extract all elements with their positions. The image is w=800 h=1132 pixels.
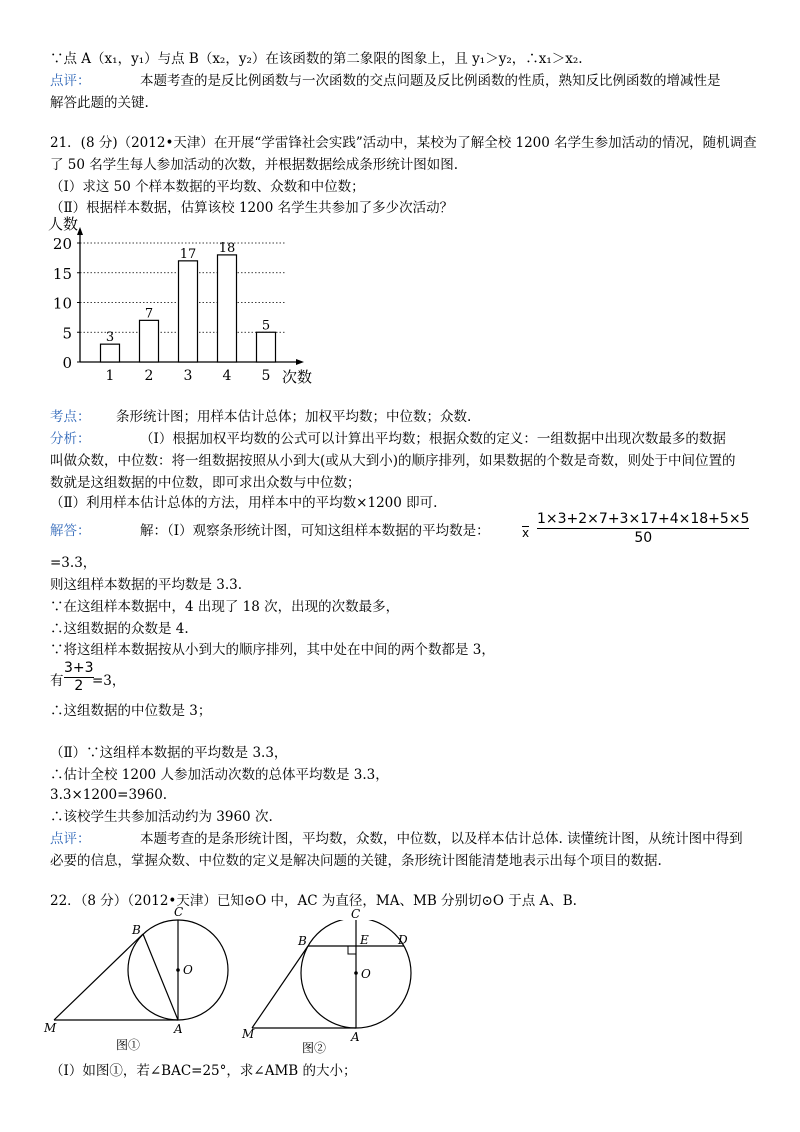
sol-line-4: ∴这组数据的众数是 4. <box>50 621 189 637</box>
fenxi-cont-3: （Ⅱ）利用样本估计总体的方法，用样本中的平均数×1200 即可. <box>50 495 438 511</box>
data-label: 5 <box>261 318 271 334</box>
sol-line-6-prefix: 有 <box>50 673 64 689</box>
x-tick-label: 4 <box>222 368 232 384</box>
pingping-cont: 必要的信息，掌握众数、中位数的定义是解决问题的关键，条形统计图能清楚地表示出每个项目的数据. <box>50 853 662 869</box>
fig2-top-label <box>350 905 366 921</box>
sol-line-8: （Ⅱ）∵这组样本数据的平均数是 3.3， <box>50 745 288 761</box>
y-tick-label: 20 <box>52 235 72 253</box>
fig1-chord-ab <box>143 934 178 1020</box>
prev-comment: 点评： 本题考查的是反比例函数与一次函数的交点问题及反比例函数的性质，熟知反比例函数的增减性是 <box>50 73 721 89</box>
sol-line-9: ∴估计全校 1200 人参加活动次数的总体平均数是 3.3， <box>50 767 389 783</box>
fig2-label-m: M <box>242 1027 255 1041</box>
comment-label: 点评： <box>50 73 91 89</box>
fig1-tangent-mb <box>54 934 143 1020</box>
fig1-center-dot <box>176 968 180 972</box>
kaodian-row: 考点： 条形统计图；用样本估计总体；加权平均数；中位数；众数. <box>50 409 472 425</box>
sol-line-2: 则这组样本数据的平均数是 3.3. <box>50 577 243 593</box>
prev-conclusion: ∵点 A（x₁，y₁）与点 B（x₂，y₂）在该函数的第二象限的图象上，且 y₁＞y₂，∴x₁＞x₂. <box>50 51 583 67</box>
fig1-label-m: M <box>44 1021 57 1035</box>
fig2-label-a: A <box>351 1030 360 1044</box>
sol-line-5: ∵将这组样本数据按从小到大的顺序排列，其中处在中间的两个数都是 3， <box>50 642 495 658</box>
q21-part1: （Ⅰ）求这 50 个样本数据的平均数、众数和中位数； <box>50 179 365 195</box>
data-label: 7 <box>144 306 154 322</box>
sol-line-10: 3.3×1200=3960. <box>50 787 168 803</box>
x-tick-label: 2 <box>144 368 154 384</box>
fenxi-label: 分析： <box>50 431 91 447</box>
median-fraction <box>64 660 94 695</box>
q21-part2: （Ⅱ）根据样本数据，估算该校 1200 名学生共参加了多少次活动？ <box>50 200 454 216</box>
figure-1 <box>40 905 240 1055</box>
fig1-label-a: A <box>174 1022 183 1036</box>
mean-denominator: 50 <box>537 528 749 547</box>
q22-stem: 22．（8 分）（2012•天津）已知⊙O 中，AC 为直径，MA、MB 分别切⊙O 于点 A、B. <box>50 893 577 909</box>
fig2-label-b: B <box>298 934 307 948</box>
sol-line-11: ∴该校学生共参加活动约为 3960 次. <box>50 809 273 825</box>
sol-line-3: ∵在这组样本数据中，4 出现了 18 次，出现的次数最多， <box>50 599 400 615</box>
x-axis-arrow <box>296 359 304 365</box>
mean-xbar: x <box>522 526 530 540</box>
y-tick-label: 0 <box>62 354 72 372</box>
median-numerator: 3+3 <box>64 660 94 676</box>
data-label: 17 <box>179 246 197 262</box>
y-tick-label: 5 <box>62 324 72 343</box>
fig2-label-c: C <box>351 907 361 921</box>
bar <box>101 344 120 362</box>
sol-line-7: ∴这组数据的中位数是 3； <box>50 703 212 719</box>
sol-line-6-suffix: =3， <box>92 673 126 689</box>
bar <box>179 261 198 362</box>
median-denominator: 2 <box>64 677 94 695</box>
fig2-label-o: O <box>361 967 371 981</box>
bar <box>140 320 159 362</box>
x-tick-label: 5 <box>261 368 271 384</box>
bar-chart <box>40 215 330 390</box>
y-tick-label: 15 <box>52 264 72 283</box>
y-tick-label: 10 <box>52 294 72 313</box>
x-tick-label: 1 <box>105 368 115 384</box>
x-axis-label: 次数 <box>282 368 313 386</box>
fenxi-cont-1: 叫做众数，中位数：将一组数据按照从小到大(或从大到小)的顺序排列，如果数据的个数是奇数，则处于中间位置的 <box>50 453 736 469</box>
fig2-center-dot <box>354 971 358 975</box>
data-label: 18 <box>218 240 236 256</box>
fig1-label-o: O <box>183 963 193 977</box>
fig2-tangent-mb <box>252 946 308 1028</box>
fig1-label-b: B <box>132 923 141 937</box>
pingping-label: 点评： <box>50 831 91 847</box>
fig1-label-c: C <box>174 905 184 919</box>
fenxi-cont-2: 数就是这组数据的中位数，即可求出众数与中位数； <box>50 475 361 491</box>
x-tick-label: 3 <box>183 368 193 384</box>
mean-fraction <box>537 510 749 547</box>
pingping-row: 点评： 本题考查的是条形统计图，平均数，众数，中位数，以及样本估计总体. 读懂统计图，从统计图中得到 <box>50 831 743 847</box>
figure-2 <box>238 920 428 1055</box>
mean-numerator: 1×3+2×7+3×17+4×18+5×5 <box>537 511 750 527</box>
jieda-row: 解答： 解：（Ⅰ）观察条形统计图，可知这组样本数据的平均数是： <box>50 523 490 539</box>
fig2-right-angle-mark <box>348 946 356 954</box>
fenxi-row: 分析： （Ⅰ）根据加权平均数的公式可以计算出平均数；根据众数的定义：一组数据中出现次数最多的数据 <box>50 431 726 447</box>
bar <box>257 332 276 362</box>
q21-stem: 21．(8 分)（2012•天津）在开展“学雷锋社会实践”活动中，某校为了解全校 1200 名学生参加活动的情况，随机调查 <box>50 135 757 151</box>
fig2-label-e: E <box>360 933 369 947</box>
y-axis-label: 人数 <box>48 215 79 233</box>
bar <box>218 255 237 362</box>
q22-part1: （Ⅰ）如图①，若∠BAC=25°，求∠AMB 的大小； <box>50 1063 357 1079</box>
fig2-caption: 图② <box>302 1041 327 1055</box>
q21-stem-cont: 了 50 名学生每人参加活动的次数，并根据数据绘成条形统计图如图. <box>50 157 459 173</box>
fig2-label-d: D <box>398 933 408 947</box>
kaodian-label: 考点： <box>50 409 91 425</box>
sol-line-1: =3.3， <box>50 555 97 571</box>
prev-comment-cont: 解答此题的关键. <box>50 95 149 111</box>
fig1-caption-text: 图① <box>116 1038 141 1052</box>
jieda-label: 解答： <box>50 523 91 539</box>
data-label: 3 <box>105 330 115 346</box>
